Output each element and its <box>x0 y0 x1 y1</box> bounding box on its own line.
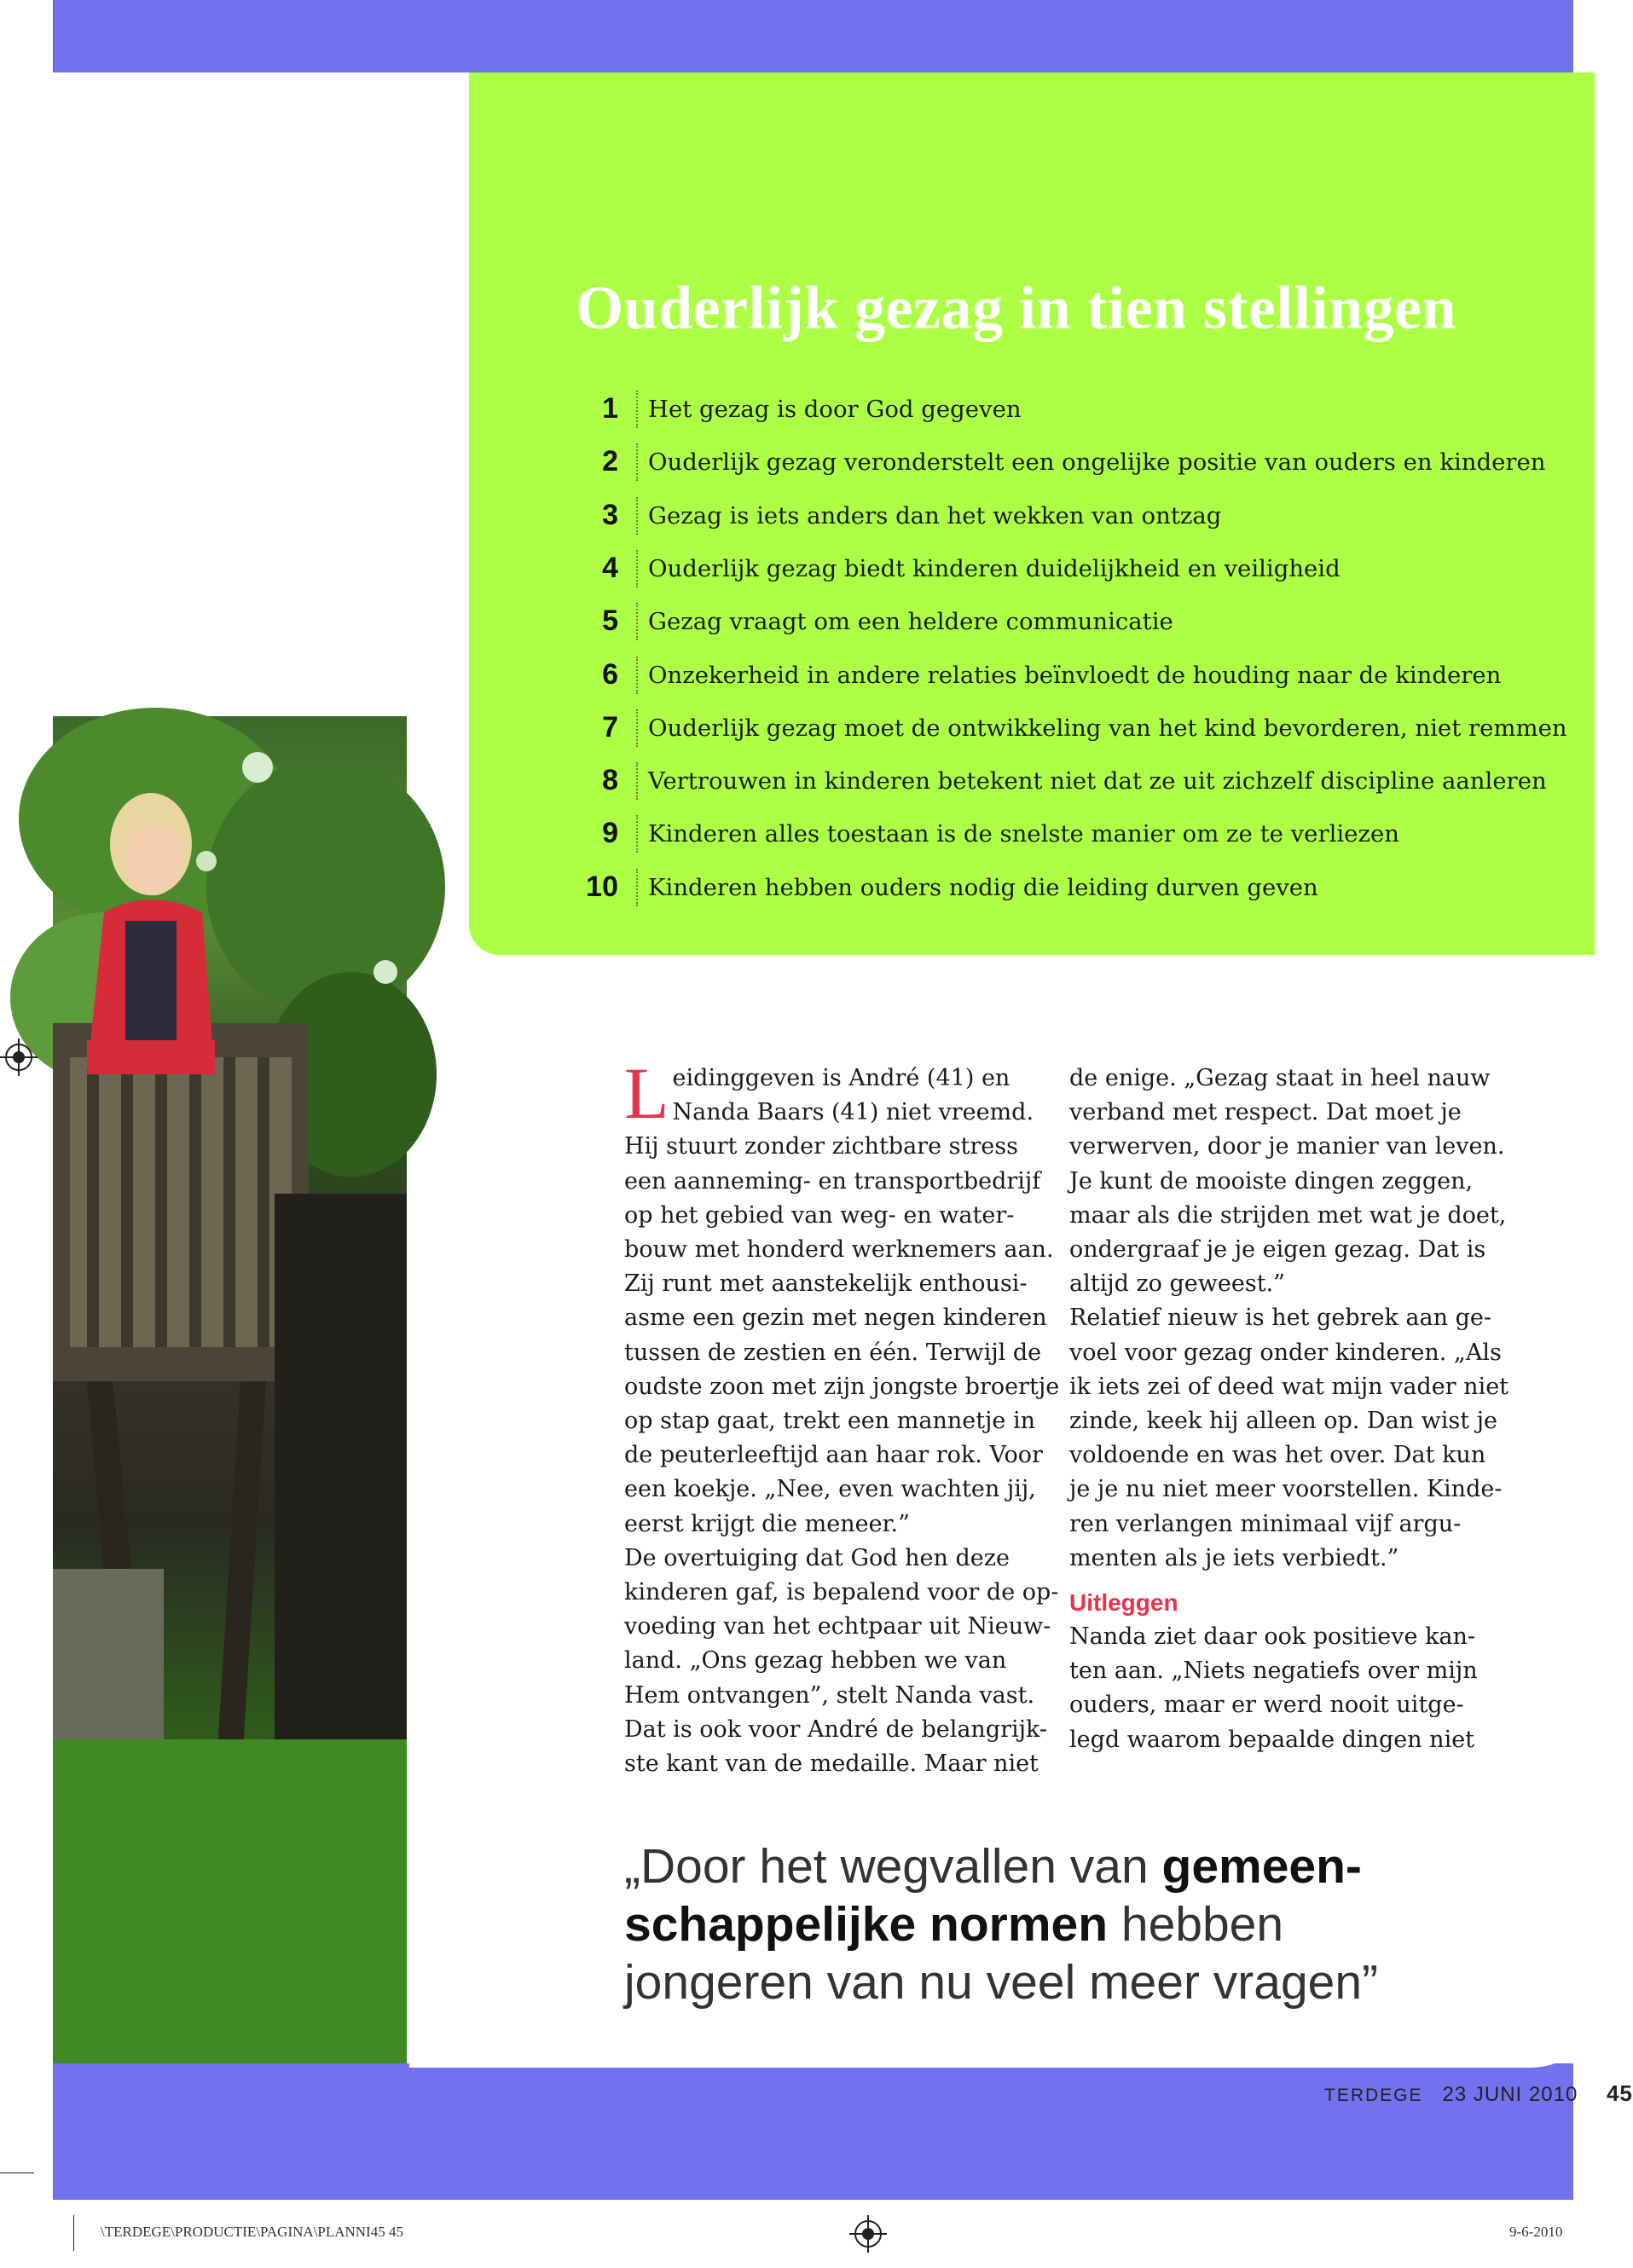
text-line: voel voor gezag onder kinderen. „Als <box>1069 1339 1502 1366</box>
text-line: de peuterleeftijd aan haar rok. Voor <box>624 1442 1043 1469</box>
stelling-divider <box>636 550 638 587</box>
stelling-number: 7 <box>602 710 618 743</box>
text-line: Hem ontvangen”, stelt Nanda vast. <box>624 1681 1035 1709</box>
text-line: ten aan. „Niets negatiefs over mijn <box>1069 1658 1478 1685</box>
stelling-number: 3 <box>602 498 618 531</box>
quote-l2-bold: schappelijke normen <box>624 1897 1109 1952</box>
article-column-2 <box>1069 1062 1509 1757</box>
photo-girl-on-playhouse <box>53 716 407 2063</box>
stelling-number: 5 <box>602 605 618 638</box>
slug-date: 9-6-2010 <box>1509 2224 1563 2240</box>
text-line: asme een gezin met negen kinderen <box>624 1305 1047 1332</box>
footer-date: 23 JUNI 2010 <box>1442 2083 1578 2106</box>
drop-cap: L <box>624 1052 669 1134</box>
stelling-divider <box>636 391 638 428</box>
quote-l2-regular: hebben <box>1108 1897 1284 1952</box>
text-line: voeding van het echtpaar uit Nieuw- <box>624 1613 1051 1640</box>
article-column-1 <box>624 1052 1060 1781</box>
stelling-divider <box>636 603 638 640</box>
stelling-text: Vertrouwen in kinderen betekent niet dat ze uit zichzelf discipline aanleren <box>648 767 1547 796</box>
stelling-text: Onzekerheid in andere relaties beïnvloedt de houding naar de kinderen <box>648 661 1502 689</box>
stelling-text: Kinderen hebben ouders nodig die leiding durven geven <box>648 873 1318 901</box>
footer-page-number: 45 <box>1606 2080 1633 2106</box>
slug-path: \TERDEGE\PRODUCTIE\PAGINA\PLANNI45 45 <box>101 2224 403 2240</box>
text-line: eerst krijgt die meneer.” <box>624 1510 910 1537</box>
stelling-number: 1 <box>602 392 618 425</box>
stelling-divider <box>636 709 638 747</box>
page-footer <box>1324 2080 1633 2107</box>
top-color-band <box>53 0 1573 72</box>
subheading-uitleggen: Uitleggen <box>1069 1589 1178 1617</box>
stelling-divider <box>636 869 638 906</box>
stelling-divider <box>636 443 638 481</box>
text-line: zinde, keek hij alleen op. Dan wist je <box>1069 1408 1498 1435</box>
text-line: Dat is ook voor André de belangrijk- <box>624 1715 1048 1743</box>
text-line: land. „Ons gezag hebben we van <box>624 1647 1007 1675</box>
text-line: Nanda Baars (41) niet vreemd. <box>672 1099 1034 1126</box>
text-line: tussen de zestien en één. Terwijl de <box>624 1339 1042 1366</box>
footer-magazine: TERDEGE <box>1324 2086 1423 2105</box>
text-line: legd waarom bepaalde dingen niet <box>1069 1726 1475 1753</box>
stelling-text: Kinderen alles toestaan is de snelste manier om ze te verliezen <box>648 820 1399 848</box>
text-line: oudste zoon met zijn jongste broertje <box>624 1373 1060 1400</box>
stelling-number: 2 <box>602 445 618 478</box>
registration-mark-left-icon <box>5 1044 32 1071</box>
text-line: eidinggeven is André (41) en <box>672 1065 1010 1091</box>
text-line: Zij runt met aanstekelijk enthousi- <box>624 1270 1028 1298</box>
text-line: ouders, maar er werd nooit uitge- <box>1069 1692 1464 1719</box>
quote-l1-regular: „Door het wegvallen van <box>624 1839 1162 1894</box>
stelling-divider <box>636 497 638 535</box>
pull-quote <box>624 1837 1554 2011</box>
quote-l3: jongeren van nu veel meer vragen” <box>624 1955 1379 2010</box>
text-line: ik iets zei of deed wat mijn vader niet <box>1069 1373 1509 1400</box>
stelling-text: Ouderlijk gezag biedt kinderen duidelijkheid en veiligheid <box>648 554 1341 582</box>
text-line: kinderen gaf, is bepalend voor de op- <box>624 1579 1059 1606</box>
column-2-lines-bottom <box>1069 1620 1496 1757</box>
trim-mark <box>53 0 54 72</box>
stelling-number: 4 <box>602 551 618 584</box>
text-line: bouw met honderd werknemers aan. <box>624 1236 1054 1264</box>
photo-illustration <box>53 716 407 2063</box>
stelling-text: Gezag vraagt om een heldere communicatie <box>648 608 1173 636</box>
stelling-number: 8 <box>602 764 618 797</box>
text-line: verwerven, door je manier van leven. <box>1069 1133 1505 1160</box>
column-1-lines <box>624 1052 1060 1781</box>
text-line: maar als die strijden met wat je doet, <box>1069 1201 1507 1229</box>
stelling-number: 6 <box>602 657 618 691</box>
text-line: ren verlangen minimaal vijf argu- <box>1069 1510 1462 1537</box>
stelling-number: 9 <box>602 817 618 850</box>
text-line: de enige. „Gezag staat in heel nauw <box>1069 1065 1491 1091</box>
text-line: altijd zo geweest.” <box>1069 1270 1285 1298</box>
text-line: Je kunt de mooiste dingen zeggen, <box>1069 1167 1474 1195</box>
text-line: je je nu niet meer voorstellen. Kinde- <box>1069 1476 1503 1503</box>
text-line: op stap gaat, trekt een mannetje in <box>624 1408 1036 1435</box>
stelling-text: Het gezag is door God gegeven <box>648 396 1022 423</box>
text-line: Hij stuurt zonder zichtbare stress <box>624 1133 1018 1160</box>
text-line: De overtuiging dat God hen deze <box>624 1544 1010 1571</box>
text-line: Relatief nieuw is het gebrek aan ge- <box>1069 1305 1491 1332</box>
stelling-text: Ouderlijk gezag moet de ontwikkeling van het kind bevorderen, niet remmen <box>648 714 1567 742</box>
text-line: een aanneming- en transportbedrijf <box>624 1167 1041 1195</box>
trim-mark <box>73 2215 74 2251</box>
text-line: ondergraaf je je eigen gezag. Dat is <box>1069 1236 1486 1264</box>
registration-mark-bottom-icon <box>854 2220 882 2248</box>
text-line: menten als je iets verbiedt.” <box>1069 1544 1399 1571</box>
column-2-lines-top <box>1069 1062 1509 1576</box>
text-line: voldoende en was het over. Dat kun <box>1069 1442 1486 1469</box>
text-line: op het gebied van weg- en water- <box>624 1201 1015 1229</box>
stelling-text: Ouderlijk gezag veronderstelt een ongelijke positie van ouders en kinderen <box>648 448 1546 477</box>
text-line: Nanda ziet daar ook positieve kan- <box>1069 1623 1476 1651</box>
box-title: Ouderlijk gezag in tien stellingen <box>576 274 1456 342</box>
stelling-divider <box>636 657 638 694</box>
stelling-text: Gezag is iets anders dan het wekken van ontzag <box>648 501 1222 529</box>
text-line: ste kant van de medaille. Maar niet <box>624 1750 1039 1778</box>
stelling-divider <box>636 815 638 853</box>
quote-l1-bold: gemeen- <box>1161 1839 1362 1894</box>
text-line: een koekje. „Nee, even wachten jij, <box>624 1476 1036 1503</box>
stelling-divider <box>636 762 638 800</box>
text-line: verband met respect. Dat moet je <box>1069 1099 1462 1126</box>
stelling-number: 10 <box>586 870 618 903</box>
